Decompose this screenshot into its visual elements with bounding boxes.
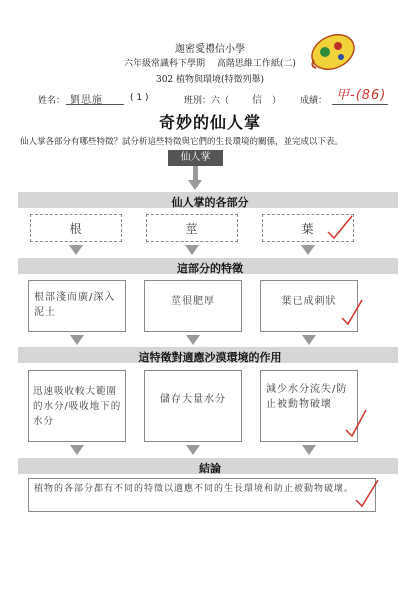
arrow-features-leaf: [302, 335, 316, 345]
name-value: 劉思施: [70, 95, 103, 106]
school-name: 迦密愛禮信小學: [175, 44, 245, 55]
part-leaf: 葉: [301, 222, 315, 236]
unit-line: 302 植物與環境(特徵列舉): [155, 75, 265, 85]
arrow-parts-stem: [185, 245, 199, 255]
arrow-features-root: [70, 335, 84, 345]
part-root: 根: [69, 222, 83, 236]
class-label: 班別：六（: [184, 96, 230, 106]
class-value: 信: [252, 95, 263, 106]
name-label: 姓名：: [38, 96, 66, 106]
score-underline: [332, 104, 388, 105]
parts-title: 仙人掌的各部分: [171, 196, 249, 209]
tag-arrow-shaft: [193, 166, 198, 180]
function-stem: 儲存大量水分: [160, 394, 226, 405]
instruction-text: 仙人掌各部分有哪些特徵？試分析這些特徵與它們的生長環境的關係，並完成以下表。: [20, 137, 344, 147]
class-close: ）: [272, 96, 282, 106]
function-box-stem: [144, 370, 242, 442]
arrow-function-root: [70, 445, 84, 455]
feature-root: 根部淺而廣/深入泥土: [34, 292, 116, 318]
function-title: 這特徵對適應沙漠環境的作用: [138, 351, 282, 364]
function-leaf: 減少水分流失/防止被動物破壞: [266, 384, 348, 410]
score-value: 甲-(86): [336, 88, 387, 103]
tag-arrow-head: [188, 180, 202, 190]
sticker-icon: [308, 30, 358, 72]
conclusion-text: 植物的各部分都有不同的特徵以適應不同的生長環境和防止被動物破壞。: [34, 484, 355, 494]
features-title: 這部分的特徵: [177, 262, 243, 275]
part-stem: 莖: [185, 222, 199, 236]
student-number: ( 1 ): [130, 93, 149, 103]
function-root: 迅速吸收較大範圍的水分/吸收地下的水分: [33, 386, 122, 427]
score-label: 成績：: [300, 96, 328, 106]
arrow-function-leaf: [302, 445, 316, 455]
course-line: 六年級常識科下學期 高階思維工作紙(二): [124, 59, 296, 69]
name-underline: [66, 104, 124, 105]
arrow-function-stem: [186, 445, 200, 455]
topic-tag: 仙人掌: [168, 150, 223, 166]
arrow-parts-leaf: [301, 245, 315, 255]
feature-leaf: 葉已成刺狀: [281, 296, 337, 307]
conclusion-title: 結論: [199, 462, 221, 475]
feature-stem: 莖很肥厚: [171, 296, 215, 307]
arrow-features-stem: [186, 335, 200, 345]
arrow-parts-root: [69, 245, 83, 255]
page-title: 奇妙的仙人掌: [158, 113, 261, 132]
